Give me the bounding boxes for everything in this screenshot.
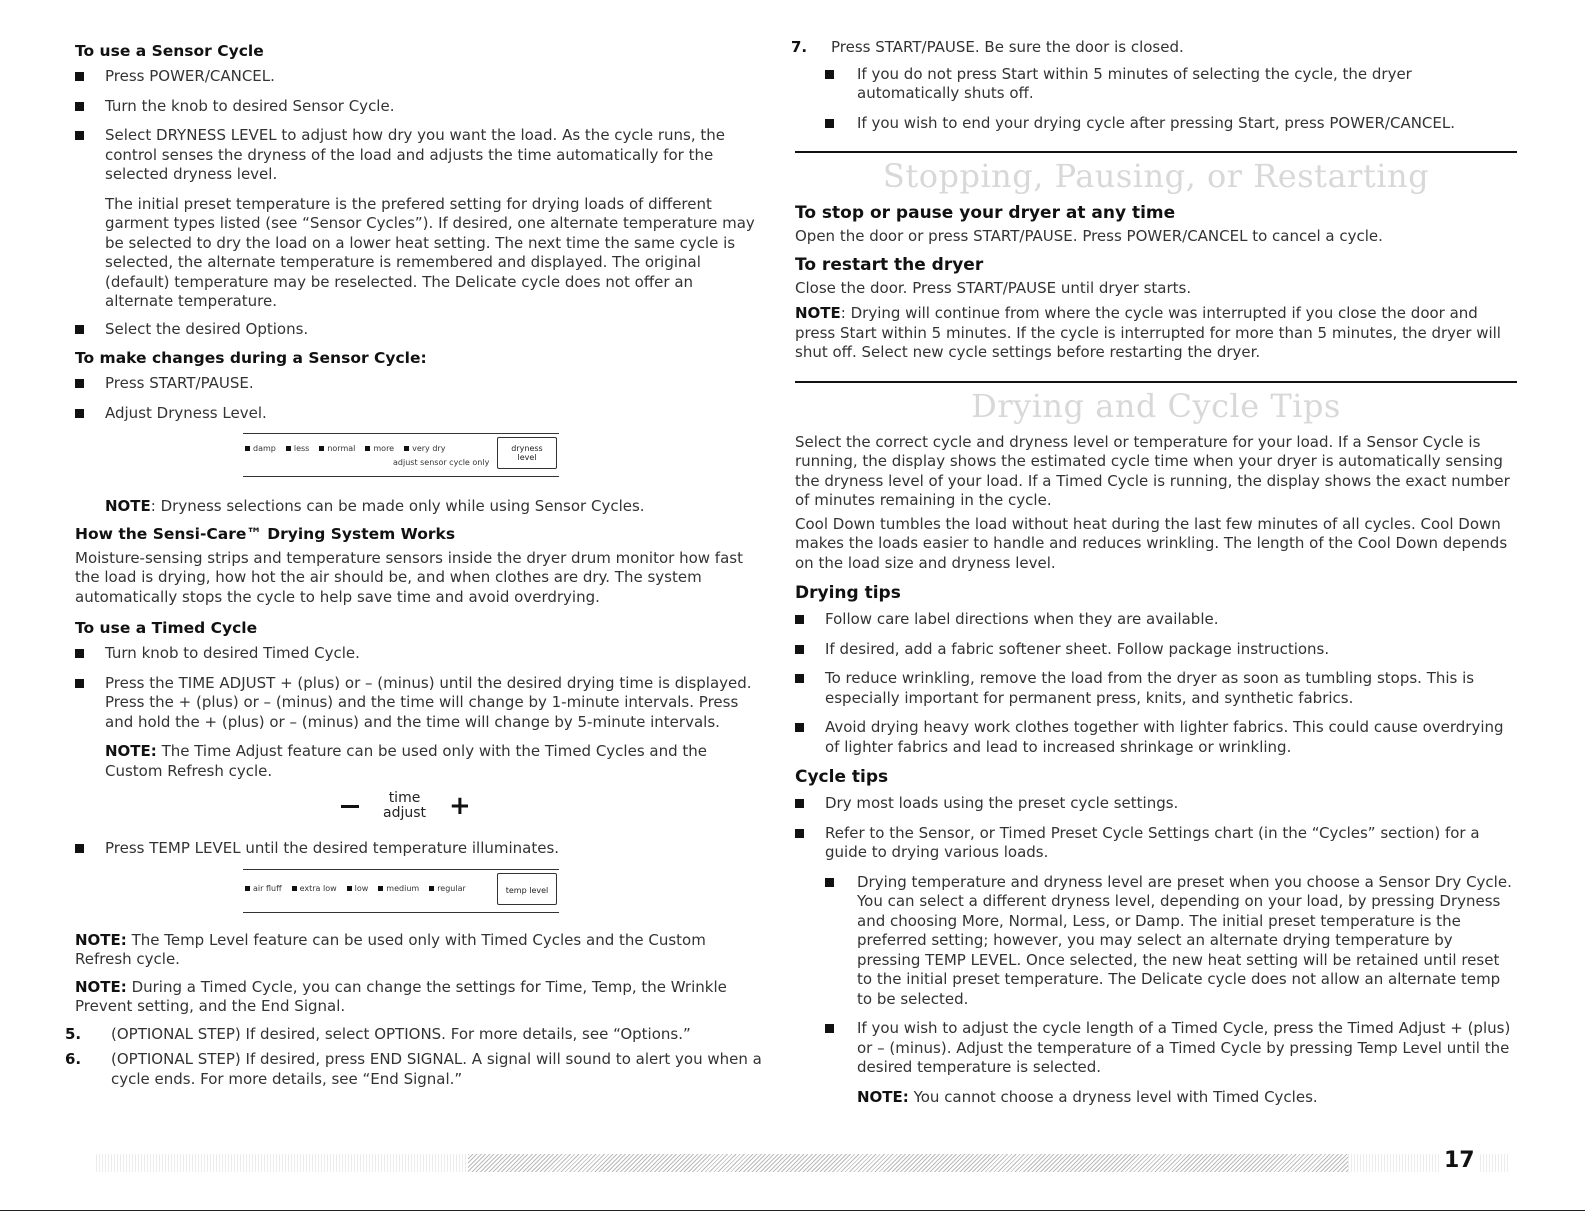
bullet-icon [75,72,84,81]
bullet-item: Select DRYNESS LEVEL to adjust how dry you want the load. As the cycle runs, the control senses the dryness of the load and adjusts the time automatically for the selected dryness level. [75,126,765,185]
bullet-item: If you wish to adjust the cycle length of a Timed Cycle, press the Timed Adjust + (plus) or – (minus). Adjust the temperature of a Timed Cycle by pressing Temp Level until the desired temperature is selected. [825,1019,1517,1078]
dryness-caption: adjust sensor cycle only [393,458,490,467]
bullet-icon [795,645,804,654]
page-number: 17 [1440,1148,1479,1173]
bullet-item: Press POWER/CANCEL. [75,67,765,87]
heading-sensor-cycle: To use a Sensor Cycle [75,42,264,60]
section-title-tips: Drying and Cycle Tips [971,386,1341,425]
bullet-item: If desired, add a fabric softener sheet. Follow package instructions. [795,640,1517,660]
bullet-item: Press START/PAUSE. [75,374,765,394]
bullet-icon [75,649,84,658]
bullet-item: Press TEMP LEVEL until the desired temperature illuminates. [75,839,765,859]
note-time-adjust: NOTE: The Time Adjust feature can be used only with the Timed Cycles and the Custom Refresh cycle. [105,742,708,780]
time-adjust-label: time adjust [383,790,427,821]
bullet-item: To reduce wrinkling, remove the load from the dryer as soon as tumbling stops. This is especially important for permanent press, knits, and synthetic fabrics. [795,669,1517,708]
dryness-control-panel-illustration [243,433,559,477]
heading-drying-tips: Drying tips [795,583,901,603]
step-6: 6. (OPTIONAL STEP) If desired, press END SIGNAL. A signal will sound to alert you when a cycle ends. For more details, see “End Signal.” [65,1050,762,1088]
step-7: 7. Press START/PAUSE. Be sure the door is closed. [791,38,1184,56]
paragraph-initial-temp: The initial preset temperature is the prefered setting for drying loads of different garment types listed (see “Sensor Cycles”). If desired, one alternate temperature may be selected to dry the load on a lower heat setting. The next time the same cycle is selected, the alternate temperature is remembered and displayed. The original (default) temperature may be reselected. The Delicate cycle does not offer an alternate temperature. [105,194,755,310]
bullet-item: Turn knob to desired Timed Cycle. [75,644,765,664]
bullet-icon [795,799,804,808]
heading-stop-pause: To stop or pause your dryer at any time [795,203,1176,223]
bullet-icon [75,409,84,418]
cycle-tips-subitems [795,873,1517,1108]
bullet-icon [75,844,84,853]
note-dryness: NOTE: Dryness selections can be made only while using Sensor Cycles. [105,497,645,515]
temp-level-button-illustration: temp level [497,873,557,905]
note-timed-settings: NOTE: During a Timed Cycle, you can change the settings for Time, Temp, the Wrinkle Prevent setting, and the End Signal. [75,977,727,1015]
minus-icon [341,805,359,808]
section-divider [795,151,1517,153]
footer-pattern-left [96,1154,468,1172]
bullet-item: Adjust Dryness Level. [75,404,765,424]
bottom-rule [0,1210,1585,1211]
paragraph-moisture: Moisture-sensing strips and temperature sensors inside the dryer drum monitor how fast the load is drying, how hot the air should be, and when clothes are dry. The system automatically stops the cycle to help save time and avoid overdrying. [75,548,743,606]
bullet-icon [75,325,84,334]
bullet-icon [75,379,84,388]
bullet-item: Turn the knob to desired Sensor Cycle. [75,97,765,117]
step-5: 5. (OPTIONAL STEP) If desired, select OPTIONS. For more details, see “Options.” [65,1024,691,1043]
bullet-icon [825,1024,834,1033]
bullet-icon [75,131,84,140]
heading-sensi-care: How the Sensi-Care™ Drying System Works [75,524,456,543]
temp-control-panel-illustration [243,869,559,913]
plus-icon: + [449,791,471,821]
paragraph-restart: Close the door. Press START/PAUSE until dryer starts. [795,278,1192,297]
bullet-item: Refer to the Sensor, or Timed Preset Cycle Settings chart (in the “Cycles” section) for a guide to drying various loads. [795,824,1517,863]
bullet-item: If you wish to end your drying cycle after pressing Start, press POWER/CANCEL. [825,114,1517,134]
bullet-item: Select the desired Options. [75,320,765,340]
footer-pattern-right [1348,1154,1508,1172]
bullet-icon [795,723,804,732]
heading-cycle-tips: Cycle tips [795,767,889,787]
bullet-item: Drying temperature and dryness level are preset when you choose a Sensor Dry Cycle. You can select a different dryness level, depending on your load, by pressing Dryness and choosing More, Normal, Less, or Damp. The initial preset temperature is the preferred setting; however, you may select an alternate drying temperature by pressing TEMP LEVEL. Once selected, the new heat setting will be retained until reset to the initial preset temperature. The Delicate cycle does not allow an alternate temp to be selected. [825,873,1517,1010]
bullet-icon [75,102,84,111]
paragraph-stop: Open the door or press START/PAUSE. Press POWER/CANCEL to cancel a cycle. [795,227,1383,245]
time-adjust-illustration [75,791,765,831]
bullet-icon [75,679,84,688]
step-7-subitems [795,65,1517,134]
bullet-icon [795,674,804,683]
heading-restart: To restart the dryer [795,254,984,275]
left-column [65,36,765,1095]
note-temp-level: NOTE: The Temp Level feature can be used only with Timed Cycles and the Custom Refresh cycle. [75,930,706,968]
bullet-icon [825,70,834,79]
paragraph-select-cycle: Select the correct cycle and dryness level or temperature for your load. If a Sensor Cycle is running, the display shows the estimated cycle time when your dryer is automatically sensing the dryness level of your load. If a Timed Cycle is running, the display shows the exact number of minutes remaining in the cycle. [795,432,1510,509]
note-timed-dryness: NOTE: You cannot choose a dryness level with Timed Cycles. [857,1087,1318,1106]
temp-options: air fluff extra low low medium regular [245,884,476,893]
bullet-item: Dry most loads using the preset cycle settings. [795,794,1517,814]
heading-make-changes: To make changes during a Sensor Cycle: [75,349,427,367]
right-column [791,36,1517,1107]
bullet-icon [825,878,834,887]
dryness-options: damp less normal more very dry [245,444,455,453]
note-restart: NOTE: Drying will continue from where the cycle was interrupted if you close the door and press Start within 5 minutes. If the cycle is interrupted for more than 5 minutes, the dryer will shut off. Select new cycle settings before restarting the dryer. [795,304,1501,361]
bullet-icon [795,829,804,838]
heading-timed-cycle: To use a Timed Cycle [75,619,258,637]
footer-pattern-band [468,1154,1348,1172]
section-divider [795,381,1517,383]
paragraph-cool-down: Cool Down tumbles the load without heat during the last few minutes of all cycles. Cool Down makes the loads easier to handle and reduces wrinkling. The length of the Cool Down depends on the load size and dryness level. [795,514,1508,572]
bullet-item: If you do not press Start within 5 minutes of selecting the cycle, the dryer automatically shuts off. [825,65,1517,104]
bullet-item: Press the TIME ADJUST + (plus) or – (minus) until the desired drying time is displayed. Press the + (plus) or – (minus) and the time will change by 1-minute intervals. Press and hold the + (plus) or – (minus) and the time will change by 5-minute intervals. [75,674,765,733]
dryness-level-button-illustration: dryness level [497,437,557,469]
section-title-stopping: Stopping, Pausing, or Restarting [882,157,1430,195]
bullet-item: Avoid drying heavy work clothes together with lighter fabrics. This could cause overdrying of lighter fabrics and lead to increased shrinkage or wrinkling. [795,718,1517,757]
bullet-icon [795,615,804,624]
bullet-item: Follow care label directions when they are available. [795,610,1517,630]
bullet-icon [825,119,834,128]
